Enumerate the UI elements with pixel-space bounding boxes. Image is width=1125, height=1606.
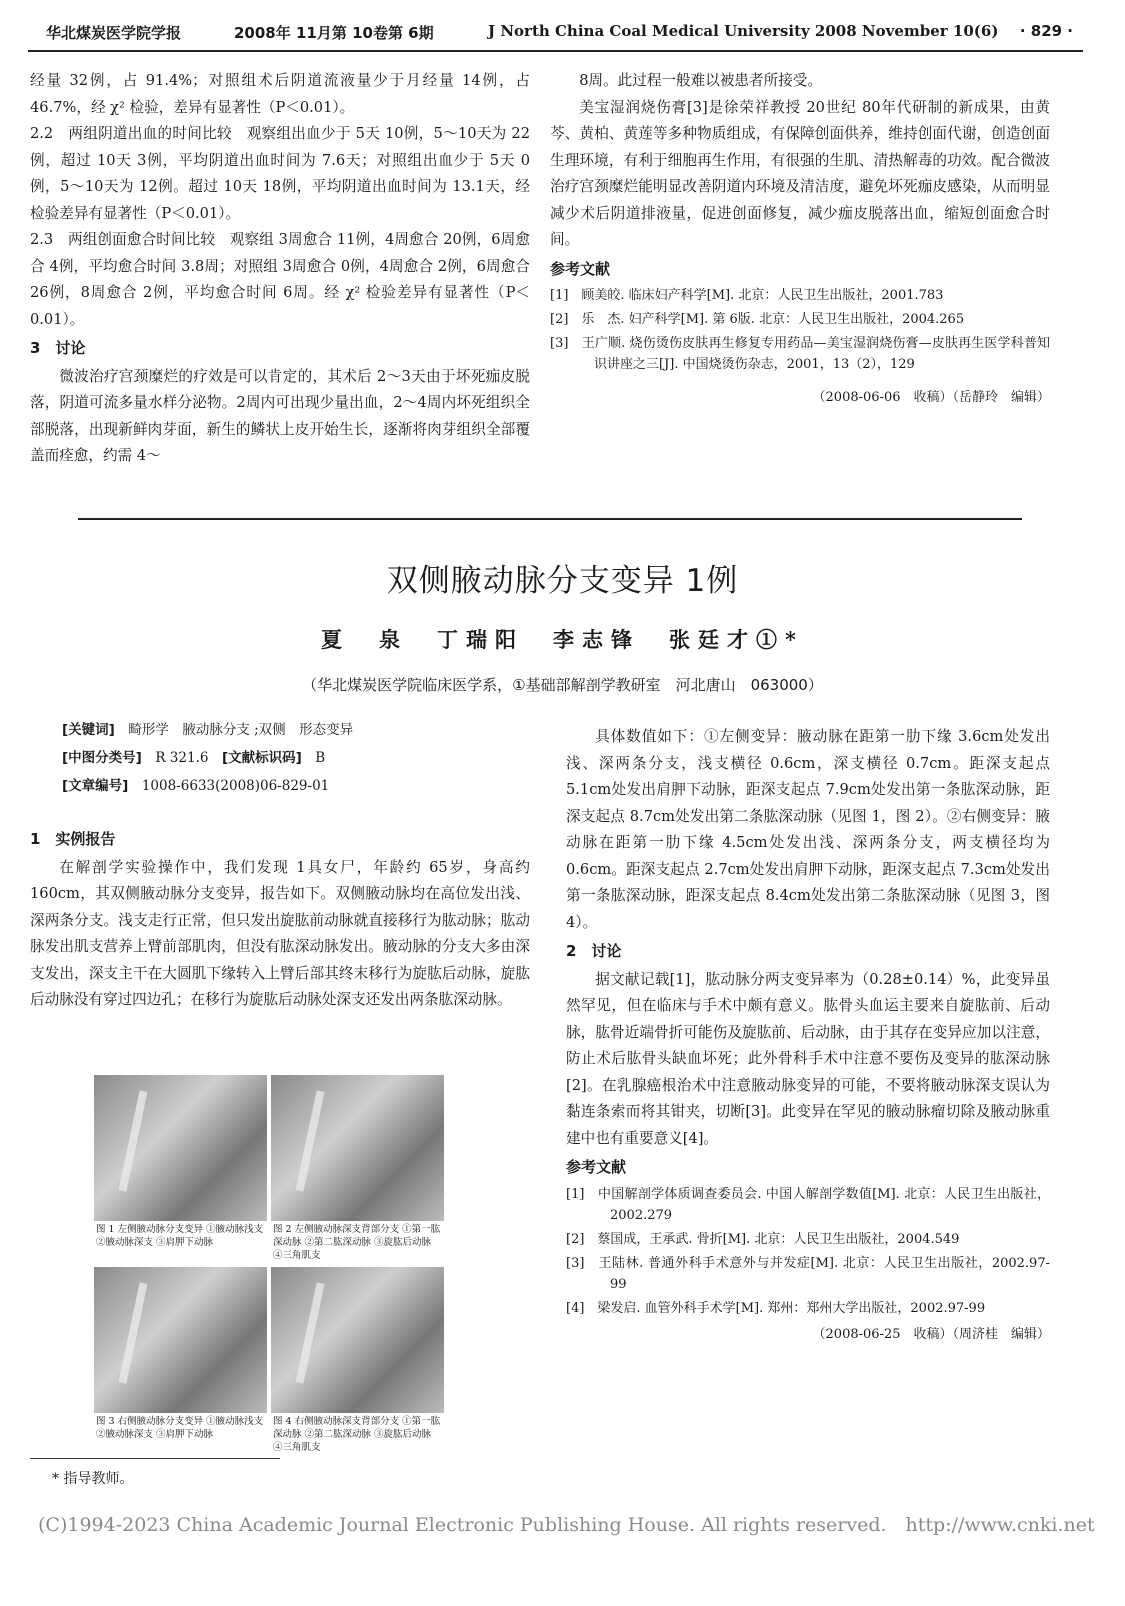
- figure-3: [94, 1267, 267, 1455]
- journal-name-cn: 华北煤炭医学院学报: [46, 24, 182, 42]
- reference-item: [3] 王陆林. 普通外科手术意外与并发症[M]. 北京：人民卫生出版社，2002.97-99: [566, 1255, 1050, 1292]
- paragraph: 2.2 两组阴道出血的时间比较 观察组出血少于 5天 10例，5～10天为 22例，超过 10天 3例，平均阴道出血时间为 7.6天；对照组出血少于 5天 0例，5～10天为 12例。超过 10天 18例，平均阴道出血时间为 13.1天，经 检验差异有显著性（P＜0.01）。: [30, 125, 530, 222]
- figure-1: [94, 1075, 267, 1263]
- paragraph: 2.3 两组创面愈合时间比较 观察组 3周愈合 11例，4周愈合 20例，6周愈合 4例，平均愈合时间 3.8周；对照组 3周愈合 0例，4周愈合 2例，6周愈合 26例，8周愈合 2例，平均愈合时间 6周。经 χ² 检验差异有显著性（P＜0.01）。: [30, 231, 530, 328]
- figure-caption: 图 4 右侧腋动脉深支背部分支 ①第一肱深动脉 ②第二肱深动脉 ③旋肱后动脉 ④三角肌支: [273, 1416, 441, 1453]
- paragraph: 据文献记载[1]，肱动脉分两支变异率为（0.28±0.14）%，此变异虽然罕见，但在临床与手术中颇有意义。肱骨头血运主要来自旋肱前、后动脉，肱骨近端骨折可能伤及旋肱前、后动脉，由于其存在变异应加以注意，防止术后肱骨头缺血坏死；此外骨科手术中注意不要伤及变异的肱深动脉[2]。在乳腺癌根治术中注意腋动脉变异的可能，不要将腋动脉深支误认为黏连条索而将其钳夹，切断[3]。此变异在罕见的腋动脉瘤切除及腋动脉重建中也有重要意义[4]。: [566, 970, 1050, 1147]
- anatomy-photo: [271, 1267, 444, 1413]
- paragraph: 在解剖学实验操作中，我们发现 1具女尸，年龄约 65岁，身高约 160cm，其双侧腋动脉分支变异，报告如下。双侧腋动脉均在高位发出浅、深两条分支。浅支走行正常，但只发出旋肱前动脉就直接移行为肱动脉；肱动脉发出肌支营养上臂前部肌肉，但没有肱深动脉发出。腋动脉的分支大多由深支发出，深支主干在大圆肌下缘转入上臂后部其终末移行为旋肱后动脉，旋肱后动脉没有穿过四边孔；在移行为旋肱后动脉处深支还发出两条肱深动脉。: [30, 858, 530, 1008]
- paragraph: 具体数值如下：①左侧变异：腋动脉在距第一肋下缘 3.6cm处发出浅、深两条分支，浅支横径 0.6cm，深支横径 0.7cm。距深支起点 5.1cm处发出肩胛下动脉，距深支起点 7.9cm处发出第一条肱深动脉，距深支起点 8.7cm处发出第二条肱深动脉（见图 1，图 2）。②右侧变异：腋动脉在距第一肋下缘 4.5cm处发出浅、深两条分支，两支横径均为 0.6cm。距深支起点 2.7cm处发出肩胛下动脉，距深支起点 7.3cm处发出第一条肱深动脉，距深支起点 8.4cm处发出第二条肱深动脉（见图 3，图 4）。: [566, 728, 1050, 931]
- received-note: （2008-06-25 收稿）（周济桂 编辑）: [812, 1326, 1050, 1342]
- figure-caption: 图 2 左侧腋动脉深支背部分支 ①第一肱深动脉 ②第二肱深动脉 ③旋肱后动脉 ④三角肌支: [273, 1224, 441, 1261]
- reference-item: [1] 中国解剖学体质调查委员会. 中国人解剖学数值[M]. 北京：人民卫生出版社，2002.279: [566, 1186, 1050, 1223]
- received-note: （2008-06-06 收稿）（岳静玲 编辑）: [812, 390, 1050, 405]
- running-header: [28, 18, 1083, 52]
- paragraph: 8周。此过程一般难以被患者所接受。: [579, 72, 822, 89]
- reference-item: [1] 顾美皎. 临床妇产科学[M]. 北京：人民卫生出版社，2001.783: [550, 288, 944, 303]
- article-number-label: [文章编号]: [62, 778, 129, 794]
- section-heading: 2 讨论: [566, 942, 622, 960]
- article-number: 1008-6633(2008)06-829-01: [141, 778, 330, 794]
- references-heading: 参考文献: [550, 259, 611, 278]
- section-heading: 3 讨论: [30, 339, 86, 357]
- keywords-label: [关键词]: [62, 722, 115, 738]
- prev-article-right-column: [550, 68, 1050, 412]
- article-title: 双侧腋动脉分支变异 1例: [386, 563, 739, 599]
- paragraph: 美宝湿润烧伤膏[3]是徐荣祥教授 20世纪 80年代研制的新成果，由黄芩、黄柏、黄莲等多种物质组成，有保障创面供养，维持创面代谢，创造创面生理环境，有利于细胞再生作用，有很强的生肌、清热解毒的功效。配合微波治疗宫颈糜烂能明显改善阴道内环境及清洁度，避免坏死痂皮感染，从而明显减少术后阴道排液量，促进创面修复，减少痂皮脱落出血，缩短创面愈合时间。: [550, 98, 1050, 248]
- references-heading: 参考文献: [566, 1158, 627, 1176]
- anatomy-photo: [94, 1075, 267, 1221]
- clc-label: [中图分类号]: [62, 750, 142, 766]
- copyright-watermark: (C)1994-2023 China Academic Journal Electronic Publishing House. All rights reserved. http://www.cnki.net: [38, 1514, 1095, 1536]
- keywords-block: [62, 716, 552, 800]
- footnote-divider: [30, 1458, 280, 1459]
- reference-item: [2] 蔡国成，王承武. 骨折[M]. 北京：人民卫生出版社，2004.549: [566, 1231, 960, 1247]
- issue-cn: 2008年 11月第 10卷第 6期: [234, 24, 434, 42]
- page-number: · 829 ·: [1019, 22, 1073, 40]
- reference-item: [3] 王广顺. 烧伤烫伤皮肤再生修复专用药品—美宝湿润烧伤膏—皮肤再生医学科普知识讲座之三[J]. 中国烧烫伤杂志，2001，13（2），129: [550, 336, 1050, 372]
- figure-2: [271, 1075, 444, 1263]
- reference-item: [2] 乐 杰. 妇产科学[M]. 第 6版. 北京：人民卫生出版社，2004.265: [550, 312, 965, 327]
- article-affiliation: （华北煤炭医学院临床医学系，①基础部解剖学教研室 河北唐山 063000）: [302, 676, 823, 694]
- doc-code: B: [315, 750, 326, 766]
- figure-caption: 图 1 左侧腋动脉分支变异 ①腋动脉浅支 ②腋动脉深支 ③肩胛下动脉: [96, 1224, 264, 1248]
- reference-item: [4] 梁发启. 血管外科手术学[M]. 郑州：郑州大学出版社，2002.97-99: [566, 1300, 986, 1316]
- clc-number: R 321.6: [155, 750, 209, 766]
- article-divider: [78, 518, 1022, 520]
- keywords: 畸形学 腋动脉分支 ;双侧 形态变异: [128, 722, 354, 738]
- article-left-column: [30, 824, 530, 1014]
- section-heading: 1 实例报告: [30, 830, 116, 848]
- anatomy-photo: [271, 1075, 444, 1221]
- paragraph: 经量 32例，占 91.4%；对照组术后阴道流液量少于月经量 14例，占 46.7%，经 χ² 检验，差异有显著性（P＜0.01）。: [30, 72, 530, 116]
- footnote: * 指导教师。: [52, 1471, 134, 1487]
- article-authors: 夏 泉 丁瑞阳 李志锋 张廷才①*: [321, 627, 804, 652]
- figure-panel: [94, 1075, 444, 1455]
- article-right-column: [566, 724, 1050, 1348]
- figure-4: [271, 1267, 444, 1455]
- prev-article-left-column: [30, 68, 530, 470]
- paragraph: 微波治疗宫颈糜烂的疗效是可以肯定的，其术后 2～3天由于坏死痂皮脱落，阴道可流多量水样分泌物。2周内可出现少量出血，2～4周内坏死组织全部脱落，出现新鲜肉芽面，新生的鳞状上皮开始生长，逐渐将肉芽组织全部覆盖而痊愈，约需 4～: [30, 367, 530, 464]
- journal-name-en: J North China Coal Medical University 2008 November 10(6): [488, 22, 999, 40]
- figure-caption: 图 3 右侧腋动脉分支变异 ①腋动脉浅支 ②腋动脉深支 ③肩胛下动脉: [96, 1416, 264, 1440]
- doc-code-label: [文献标识码]: [221, 750, 302, 766]
- anatomy-photo: [94, 1267, 267, 1413]
